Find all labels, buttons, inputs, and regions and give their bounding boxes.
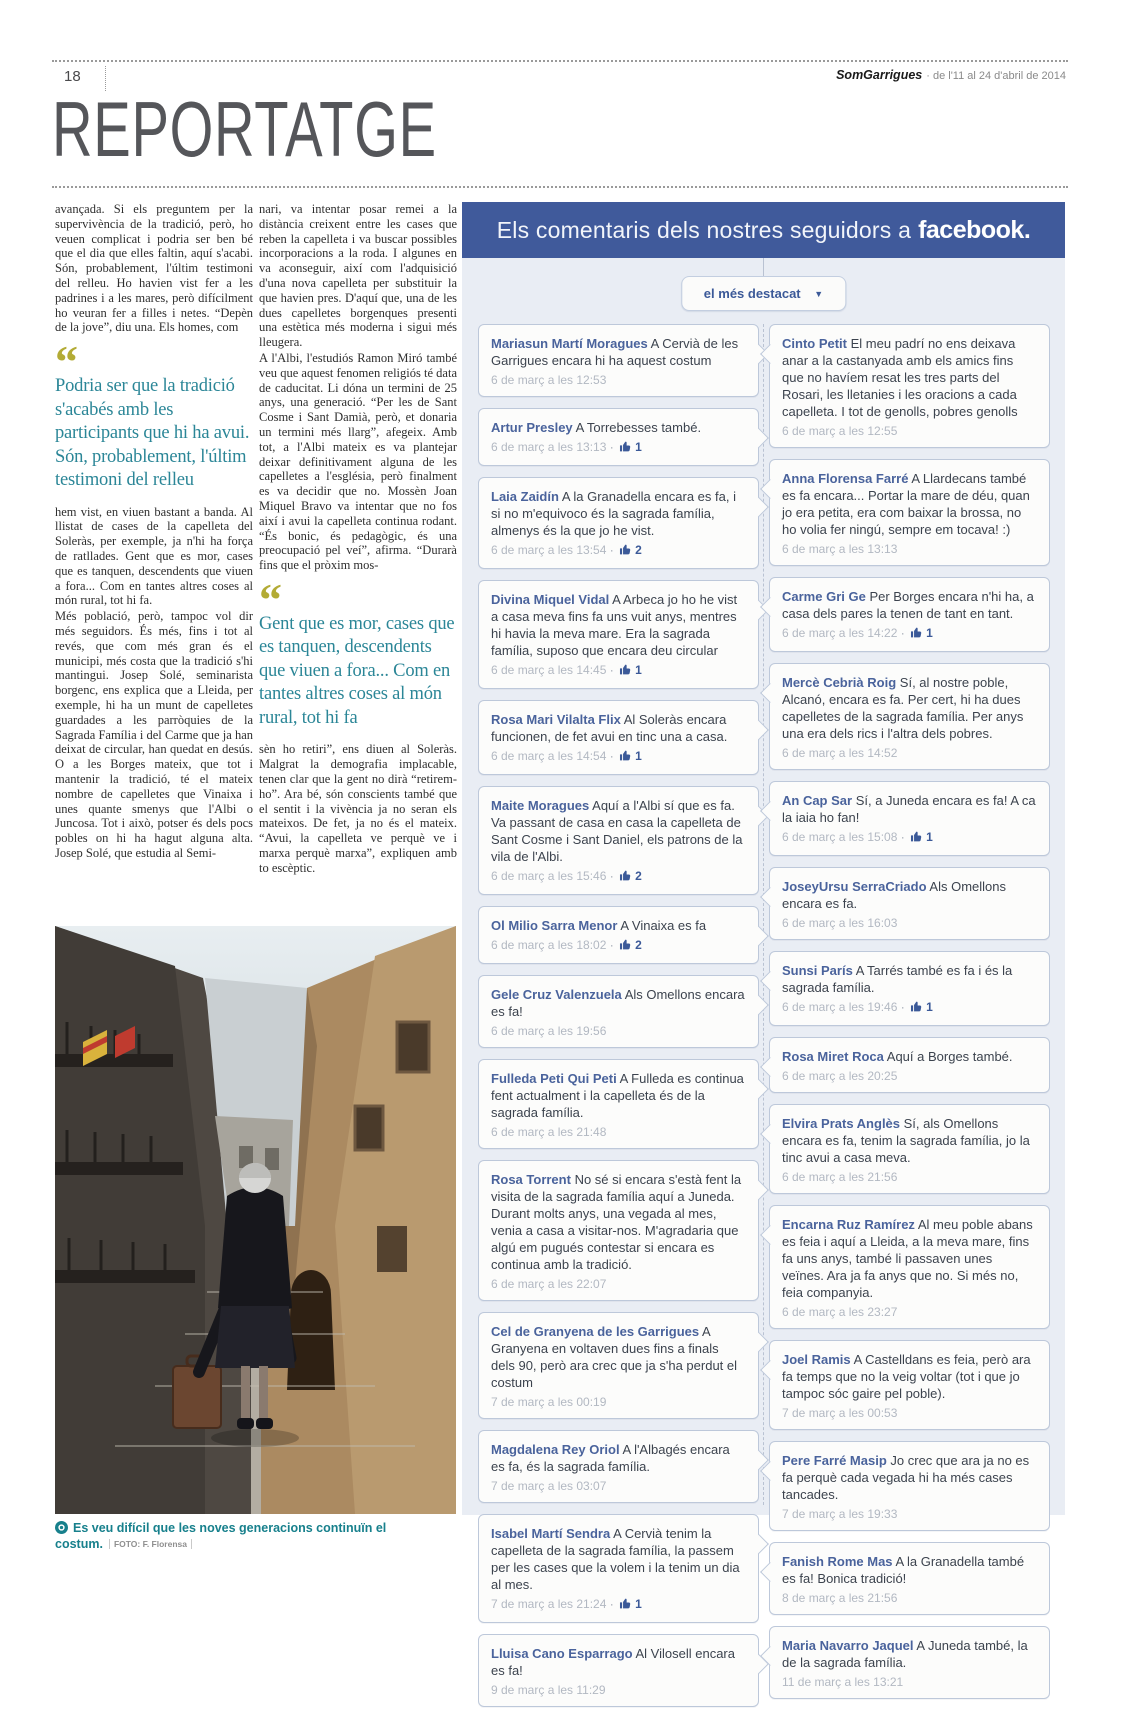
comment-text: Al Soleràs encara funcionen, de fet avui en tinc una a casa. <box>491 712 728 744</box>
comment-meta <box>782 915 1037 932</box>
comment-timestamp: 8 de març a les 21:56 <box>782 1591 898 1605</box>
comment-card <box>769 867 1050 940</box>
article-paragraph: hem vist, en viuen bastant a banda. Al llistat de cases de la capelleta del Soleràs, per exemple, ja n'hi ha força de ratllades. Gent que es mor, cases que es tanquen, descendents que viuen a fora... Com en tantes altres coses al món rural, tot hi fa. <box>55 504 253 608</box>
quote-icon: “ <box>259 573 282 625</box>
comment-text: A Castelldans es feia, però ara fa temps que no la veig voltar (tot i que jo tampoc sóc gaire pel poble). <box>782 1352 1031 1401</box>
comment-author: Encarna Ruz Ramírez <box>782 1217 915 1232</box>
comment-body <box>782 1637 1037 1691</box>
comment-author: Lluisa Cano Esparrago <box>491 1646 633 1661</box>
facebook-section <box>462 202 1065 1697</box>
comment-text: A la Granadella encara es fa, i si no m'equivoco és la sagrada família, almenys és la que jo he vist. <box>491 489 736 538</box>
comment-body <box>782 1216 1037 1321</box>
comment-meta <box>782 1304 1037 1321</box>
comment-author: Cinto Petit <box>782 336 847 351</box>
separator-dot: · <box>897 626 909 640</box>
comment-timestamp: 6 de març a les 16:03 <box>782 916 898 930</box>
comment-text: A Vinaixa es fa <box>620 918 707 933</box>
comment-card <box>769 1441 1050 1531</box>
fb-column-left <box>478 324 759 1718</box>
thumbs-up-icon <box>619 869 632 887</box>
like-count: 1 <box>926 626 933 640</box>
comment-body <box>491 797 746 887</box>
like-count: 1 <box>926 1000 933 1014</box>
quote-icon: “ <box>55 336 78 388</box>
comment-card <box>478 1634 759 1707</box>
comment-text: A Torrebesses també. <box>575 420 702 435</box>
comment-meta <box>491 542 746 561</box>
page-number: 18 <box>60 66 106 91</box>
like-count: 1 <box>635 440 642 454</box>
comment-card <box>478 975 759 1048</box>
article-column-1 <box>55 202 253 862</box>
comment-timestamp: 6 de març a les 23:27 <box>782 1305 898 1319</box>
comment-meta <box>491 1596 746 1615</box>
thumbs-up-icon <box>619 663 632 681</box>
comment-text: A Fulleda es continua fent actualment i la capelleta és de la sagrada família. <box>491 1071 744 1120</box>
comment-body <box>491 1070 746 1141</box>
comment-author: Rosa Mari Vilalta Flix <box>491 712 621 727</box>
thumbs-up-icon <box>910 626 923 644</box>
dropdown-connector <box>763 258 764 278</box>
comment-author: Ol Milio Sarra Menor <box>491 918 618 933</box>
comment-timestamp: 7 de març a les 19:33 <box>782 1507 898 1521</box>
comment-timestamp: 6 de març a les 18:02 <box>491 938 607 952</box>
thumbs-up-icon <box>619 543 632 561</box>
comment-timestamp: 6 de març a les 15:46 <box>491 869 607 883</box>
comment-card <box>478 1059 759 1149</box>
comment-text: Aquí a l'Albi sí que es fa. Va passant de casa en casa la capelleta de Sant Cosme i Sant Daniel, els patrons de la vila de l'Albi. <box>491 798 743 864</box>
comment-author: Elvira Prats Anglès <box>782 1116 901 1131</box>
comment-body <box>491 1645 746 1699</box>
comment-meta <box>491 937 746 956</box>
separator-dot: · <box>606 440 618 454</box>
comment-timestamp: 6 de març a les 19:46 <box>782 1000 898 1014</box>
like-count: 1 <box>926 830 933 844</box>
comment-card <box>478 477 759 569</box>
comment-card <box>769 951 1050 1026</box>
comment-card <box>478 700 759 775</box>
thumbs-up-icon <box>619 440 632 458</box>
comment-text: A Cervià de les Garrigues encara hi ha aquest costum <box>491 336 739 368</box>
bubble-arrow-right <box>749 428 769 448</box>
thumbs-up-icon <box>619 749 632 767</box>
comment-card <box>769 459 1050 566</box>
comment-text: Al meu poble abans es feia i aquí a Lleida, a la meva mare, fins fa uns anys, també li passaven unes veïnes. Ara ja fa anys que no. Si més no, feia companyia. <box>782 1217 1033 1300</box>
caption-text: Es veu difícil que les noves generacions continuïn el costum. <box>55 1521 387 1551</box>
pull-quote <box>55 336 253 493</box>
comment-timestamp: 6 de març a les 12:53 <box>491 373 607 387</box>
facebook-header-text: Els comentaris dels nostres seguidors a <box>496 216 912 243</box>
comment-timestamp: 7 de març a les 00:19 <box>491 1395 607 1409</box>
comment-text: Als Omellons encara es fa! <box>491 987 745 1019</box>
bubble-arrow-right <box>749 1180 769 1200</box>
comment-timestamp: 6 de març a les 21:56 <box>782 1170 898 1184</box>
pull-quote-text: Gent que es mor, cases que es tanquen, descendents que viuen a fora... Com en tantes altres coses al món rural, tot hi fa <box>259 613 455 728</box>
comment-meta <box>782 625 1037 644</box>
comment-author: Gele Cruz Valenzuela <box>491 987 622 1002</box>
section-rule <box>52 186 1068 188</box>
comment-card <box>769 577 1050 652</box>
article-paragraph: A l'Albi, l'estudiós Ramon Miró també veu que aquest fenomen religiós té data de caducitat. Li dóna un termini de 25 anys, una generació. “Per les de Sant Cosme i Sant Damià, però, et donaria un termini més llarg”, afegeix. Amb tot, a l'Albi mateix es va plantejar deixar definitivament alguna de les capelletes a l'església, però finalment es va decidir que no. Mossèn Joan Miquel Bravo va intentar que no fos així i avui la capelleta continua rodant. “És bonic, és pedagògic, és una preocupació pel veí”, afirma. “Durarà fins que el pròxim mos- <box>259 350 457 573</box>
comment-body <box>491 488 746 561</box>
comment-meta <box>782 1590 1037 1607</box>
comment-timestamp: 6 de març a les 14:52 <box>782 746 898 760</box>
newspaper-brand: SomGarrigues <box>836 68 923 82</box>
comment-body <box>782 792 1037 848</box>
comment-author: Artur Presley <box>491 420 573 435</box>
comment-meta <box>491 372 746 389</box>
thumbs-up-icon <box>619 938 632 956</box>
comment-text: Aquí a Borges també. <box>886 1049 1013 1064</box>
comment-card <box>478 1514 759 1623</box>
like-count: 2 <box>635 543 642 557</box>
fb-column-right <box>769 324 1050 1710</box>
comment-body <box>782 470 1037 558</box>
section-title: REPORTATGE <box>52 85 437 173</box>
comment-card <box>769 1037 1050 1093</box>
comment-text: Jo crec que ara ja no es fa perquè cada vegada hi ha més cases tancades. <box>782 1453 1030 1502</box>
comment-card <box>478 1160 759 1301</box>
facebook-logo: facebook. <box>918 215 1031 244</box>
comment-author: An Cap Sar <box>782 793 853 808</box>
comment-body <box>782 588 1037 644</box>
comment-text: A l'Albagés encara es fa, és la sagrada família. <box>491 1442 730 1474</box>
comment-body <box>782 1351 1037 1422</box>
comment-text: Als Omellons encara es fa. <box>782 879 1006 911</box>
thumbs-up-icon <box>910 1000 923 1018</box>
comment-body <box>491 1171 746 1293</box>
bubble-arrow-right <box>749 1079 769 1099</box>
comment-body <box>782 335 1037 440</box>
comment-body <box>491 591 746 681</box>
comment-timestamp: 6 de març a les 13:54 <box>491 543 607 557</box>
comment-meta <box>782 1068 1037 1085</box>
comment-card <box>478 786 759 895</box>
comment-text: A Cervià tenim la capelleta de la sagrada família, la passem per les cases que la volem i la tenim un dia al mes. <box>491 1526 740 1592</box>
comment-text: Sí, als Omellons encara es fa, tenim la sagrada família, jo la tinc avui a casa meva. <box>782 1116 1030 1165</box>
comment-author: Anna Florensa Farré <box>782 471 909 486</box>
comment-card <box>769 1626 1050 1699</box>
comment-body <box>782 1553 1037 1607</box>
comment-author: Mariasun Martí Moragues <box>491 336 648 351</box>
comment-meta <box>491 1023 746 1040</box>
article-paragraph: avançada. Si els preguntem per la supervivència de la tradició, però, ho veuen complicat i podria ser ben bé que el dia que elles faltin, aquí s'acabi. Són, probablement, l'últim testimoni del relleu. Ho havien vist fer a les padrines i a les mares, però difícilment ho veuran fer a filles i netes. “Depèn de la jove”, diu una. Els homes, com <box>55 202 253 335</box>
bubble-arrow-right <box>749 1332 769 1352</box>
comment-timestamp: 6 de març a les 20:25 <box>782 1069 898 1083</box>
like-count: 2 <box>635 869 642 883</box>
edition-info <box>836 68 1066 82</box>
comment-card <box>478 580 759 689</box>
comment-timestamp: 6 de març a les 22:07 <box>491 1277 607 1291</box>
comment-timestamp: 7 de març a les 21:24 <box>491 1597 607 1611</box>
comment-meta <box>782 1405 1037 1422</box>
comment-body <box>491 917 746 956</box>
comment-text: A Arbeca jo ho he vist a casa meva fins fa uns vuit anys, mentres hi havia la meva mare. Era la sagrada família, suposo que encara deu circular <box>491 592 738 658</box>
pull-quote-text: Podria ser que la tradició s'acabés amb les participants que hi ha avui. Són, probablement, l'últim testimoni del relleu <box>55 376 250 491</box>
comment-body <box>782 962 1037 1018</box>
bubble-arrow-right <box>749 995 769 1015</box>
comment-text: A la Granadella també es fa! Bonica tradició! <box>782 1554 1025 1586</box>
comment-meta <box>491 868 746 887</box>
comment-timestamp: 6 de març a les 12:55 <box>782 424 898 438</box>
comment-meta <box>491 1394 746 1411</box>
issue-date: · de l'11 al 24 d'abril de 2014 <box>926 70 1066 82</box>
comment-card <box>478 1312 759 1419</box>
separator-dot: · <box>606 1597 618 1611</box>
like-count: 1 <box>635 749 642 763</box>
comment-body <box>782 1452 1037 1523</box>
comment-timestamp: 6 de març a les 15:08 <box>782 830 898 844</box>
separator-dot: · <box>897 1000 909 1014</box>
comment-author: Maite Moragues <box>491 798 590 813</box>
bubble-arrow-right <box>749 1534 769 1554</box>
like-count: 1 <box>635 663 642 677</box>
comment-text: Sí, al nostre poble, Alcanó, encara es fa. Per cert, hi ha dues capelletes de la sagrada família. Per anys una era dels rics i l'altra dels pobres. <box>782 675 1024 741</box>
comment-timestamp: 7 de març a les 00:53 <box>782 1406 898 1420</box>
comment-author: JoseyUrsu SerraCriado <box>782 879 927 894</box>
comment-card <box>769 663 1050 770</box>
comment-timestamp: 11 de març a les 13:21 <box>782 1675 904 1689</box>
comment-meta <box>782 829 1037 848</box>
comment-body <box>491 335 746 389</box>
comment-author: Cel de Granyena de les Garrigues <box>491 1324 700 1339</box>
comment-body <box>491 1323 746 1411</box>
separator-dot: · <box>897 830 909 844</box>
separator-dot: · <box>606 938 618 952</box>
chevron-down-icon: ▼ <box>814 289 824 299</box>
comment-meta <box>782 745 1037 762</box>
comment-author: Fulleda Peti Qui Peti <box>491 1071 617 1086</box>
comment-author: Joel Ramis <box>782 1352 851 1367</box>
comment-card <box>769 781 1050 856</box>
masthead-rule <box>52 60 1068 62</box>
comment-body <box>491 419 746 458</box>
article-paragraph: Més població, però, tampoc vol dir més seguidors. És més, fins i tot al revés, que com més gran és el municipi, més costa que la tradició s'hi mantingui. Josep Solé, seminarista borgenc, ens explica que a Lleida, per exemple, hi ha un munt de capelletes guardades a les parròquies de la Sagrada Família i del Carme que ja han deixat de circular, han quedat en desús. O a les Borges mateix, que tot i mantenir la tradició, té el mateix nombre de capelletes que Vinaixa i unes quante smenys que l'Albi o Juncosa. Tot i això, potser és dels pocs pobles on hi ha hagut alguna alta. Josep Solé, que estudia al Semi- <box>55 609 253 860</box>
pull-quote <box>259 573 457 731</box>
comment-text: Al Vilosell encara es fa! <box>491 1646 735 1678</box>
street-photo <box>55 926 456 1514</box>
comment-card <box>769 1340 1050 1430</box>
comment-card <box>769 324 1050 448</box>
comment-timestamp: 6 de març a les 14:45 <box>491 663 607 677</box>
photo-caption <box>55 1521 456 1551</box>
comment-meta <box>491 662 746 681</box>
facebook-section-header <box>462 202 1065 258</box>
separator-dot: · <box>606 749 618 763</box>
comment-text: Per Borges encara n'hi ha, a casa dels pares la tenen de tant en tant. <box>782 589 1034 621</box>
comment-author: Pere Farré Masip <box>782 1453 887 1468</box>
comment-text: A Llardecans també es fa encara... Portar la mare de déu, quan jo era petita, era com baixar la brossa, no ho volia fer ningú, sempre em tocava! :) <box>782 471 1030 537</box>
comment-author: Rosa Miret Roca <box>782 1049 884 1064</box>
comment-meta <box>491 748 746 767</box>
comment-card <box>769 1542 1050 1615</box>
comment-body <box>491 1441 746 1495</box>
comment-body <box>782 1115 1037 1186</box>
comment-meta <box>782 1506 1037 1523</box>
comment-text: No sé si encara s'està fent la visita de la sagrada família aquí a Juneda. Durant molts anys, una vegada al mes, venia a casa a visitar-nos. M'agradaria que algú em pugués contestar si encara es continua amb la tradició. <box>491 1172 742 1272</box>
comment-text: A Tarrés també es fa i és la sagrada família. <box>782 963 1013 995</box>
caption-bullet-icon <box>55 1521 68 1537</box>
bubble-arrow-right <box>749 497 769 517</box>
like-count: 1 <box>635 1597 642 1611</box>
comment-card <box>769 1205 1050 1329</box>
comment-meta <box>782 1674 1037 1691</box>
comment-meta <box>491 1682 746 1699</box>
comment-timestamp: 9 de març a les 11:29 <box>491 1683 606 1697</box>
filter-label: el més destacat <box>703 286 801 301</box>
comment-card <box>478 324 759 397</box>
comment-card <box>769 1104 1050 1194</box>
comment-author: Sunsi París <box>782 963 853 978</box>
comment-timestamp: 6 de març a les 14:22 <box>782 626 898 640</box>
comment-author: Fanish Rome Mas <box>782 1554 893 1569</box>
comment-meta <box>782 1169 1037 1186</box>
comment-timestamp: 6 de març a les 21:48 <box>491 1125 607 1139</box>
comment-meta <box>491 1124 746 1141</box>
comment-body <box>782 674 1037 762</box>
comment-card <box>478 408 759 466</box>
comment-text: El meu padrí no ens deixava anar a la castanyada amb els amics fins que no havíem resat les tres parts del Rosari, les lletanies i les oracions a cada capelleta. I tot de genolls, pobres genolls <box>782 336 1018 419</box>
article-paragraph: nari, va intentar posar remei a la distància creixent entre les cases que reben la capelleta i va buscar possibles incorporacions a la roda. I algunes en va aconseguir, així com l'adquisició d'una nova capelleta per substituir la que havien pres. D'aquí que, una de les dues capelletes borgenques presenti una estètica més moderna i sigui més lleugera. <box>259 202 457 350</box>
comment-body <box>491 711 746 767</box>
comment-author: Rosa Torrent <box>491 1172 571 1187</box>
comment-author: Magdalena Rey Oriol <box>491 1442 620 1457</box>
comment-author: Divina Miquel Vidal <box>491 592 610 607</box>
comment-card <box>478 906 759 964</box>
comment-timestamp: 7 de març a les 03:07 <box>491 1479 607 1493</box>
separator-dot: · <box>606 869 618 883</box>
separator-dot: · <box>606 543 618 557</box>
comment-text: A Juneda també, la de la sagrada família. <box>782 1638 1028 1670</box>
like-count: 2 <box>635 938 642 952</box>
comment-body <box>782 1048 1037 1085</box>
comment-meta <box>782 541 1037 558</box>
comment-meta <box>782 423 1037 440</box>
comment-author: Isabel Martí Sendra <box>491 1526 611 1541</box>
thumbs-up-icon <box>910 830 923 848</box>
comment-meta <box>782 999 1037 1018</box>
comment-text: Sí, a Juneda encara es fa! A ca la iaia ho fan! <box>782 793 1036 825</box>
comment-meta <box>491 439 746 458</box>
comment-author: Maria Navarro Jaquel <box>782 1638 914 1653</box>
comment-timestamp: 6 de març a les 13:13 <box>782 542 898 556</box>
article-column-2 <box>259 202 457 877</box>
comment-body <box>491 1525 746 1615</box>
comment-timestamp: 6 de març a les 14:54 <box>491 749 607 763</box>
article-paragraph: sèn ho retiri”, ens diuen al Soleràs. Malgrat la demografia implacable, tenen clar que la gent no dirà “retirem-ho”. Ara bé, són conscients també que el sentit i la vivència ja no seran els mateixos. De fet, ja no és el mateix. “Avui, la capelleta ve perquè ve i marxa perquè marxa”, expliquen amb to escèptic. <box>259 742 457 875</box>
photo-credit: FOTO: F. Florensa <box>109 1539 192 1549</box>
comment-author: Carme Gri Ge <box>782 589 866 604</box>
comment-author: Laia Zaidín <box>491 489 559 504</box>
comment-body <box>782 878 1037 932</box>
comment-card <box>478 1430 759 1503</box>
separator-dot: · <box>606 663 618 677</box>
comment-meta <box>491 1276 746 1293</box>
comment-timestamp: 6 de març a les 13:13 <box>491 440 607 454</box>
comment-meta <box>491 1478 746 1495</box>
bubble-arrow-right <box>749 926 769 946</box>
comment-text: A Granyena en voltaven dues fins a finals dels 90, però ara crec que ja s'ha perdut el costum <box>491 1324 738 1390</box>
comment-body <box>491 986 746 1040</box>
bubble-arrow-left <box>760 1562 780 1582</box>
featured-filter-dropdown[interactable] <box>681 276 846 311</box>
comment-author: Mercè Cebrià Roig <box>782 675 897 690</box>
bubble-arrow-right <box>749 720 769 740</box>
comment-timestamp: 6 de març a les 19:56 <box>491 1024 607 1038</box>
